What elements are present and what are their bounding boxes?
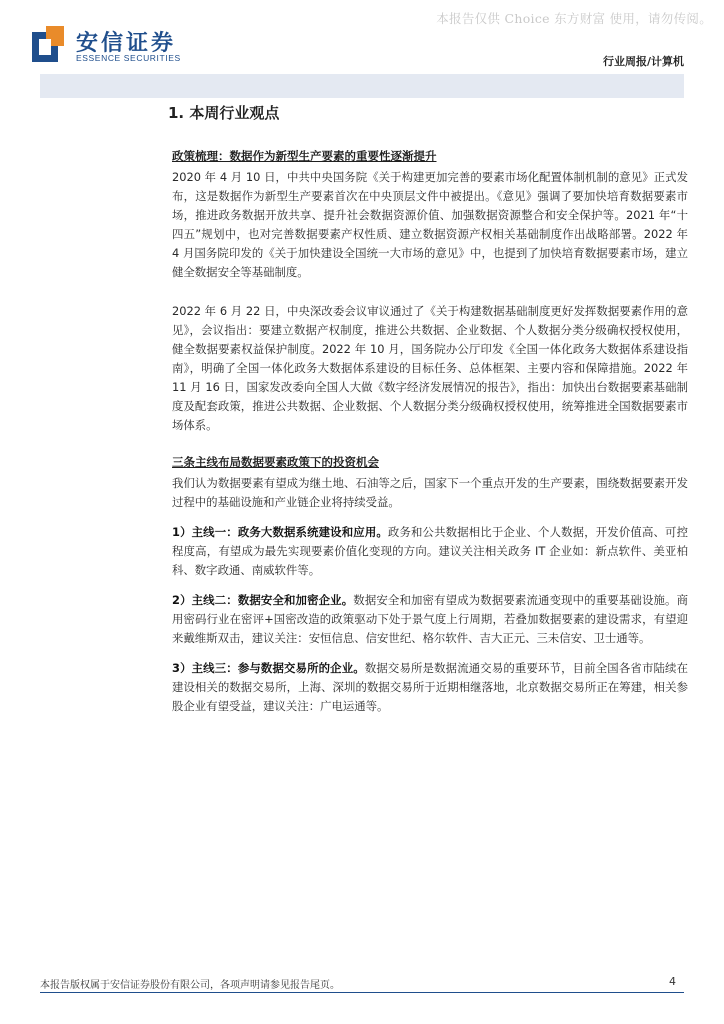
logo-mark-icon [32,26,64,64]
logo-company-name-en: ESSENCE SECURITIES [76,53,181,63]
report-category: 行业周报/计算机 [602,55,684,68]
investment-heading: 三条主线布局数据要素政策下的投资机会 [172,455,379,469]
paragraph-1: 2020 年 4 月 10 日，中共中央国务院《关于构建更加完善的要素市场化配置体制机制的意见》正式发布，这是数据作为新型生产要素首次在中央顶层文件中被提出。《意见》强调了要加快培育数据要素市场，推进政务数据开放共享、提升社会数据资源价值、加强数据资源整合和安全保护等。2021 年“十四五”规划中，也对完善数据要素产权性质、建立数据资源产权相关基础制度作出战略部署。2022 年 4 月国务院印发的《关于加快建设全国统一大市场的意见》中，也提到了加快培育数据要素市场，建立健全数据安全等基础制度。 [172,170,688,279]
header-band [40,74,684,98]
main-line-2 [172,591,688,648]
section-title: 1. 本周行业观点 [168,104,280,122]
main-line-2-title: 2）主线二：数据安全和加密企业。 [172,593,354,607]
main-line-3-text: 数据交易所是数据流通交易的重要环节，目前全国各省市陆续在建设相关的数据交易所，上海、深圳的数据交易所于近期相继落地，北京数据交易所正在筹建，相关参股企业有望受益，建议关注：广电运通等。 [172,661,688,713]
page-number: 4 [669,975,676,988]
policy-heading: 政策梳理：数据作为新型生产要素的重要性逐渐提升 [172,149,437,163]
company-logo [32,26,192,66]
main-line-3-title: 3）主线三：参与数据交易所的企业。 [172,661,365,675]
footer-divider [40,992,684,993]
paragraph-3: 我们认为数据要素有望成为继土地、石油等之后，国家下一个重点开发的生产要素，围绕数据要素开发过程中的基础设施和产业链企业将持续受益。 [172,476,688,509]
footer-disclaimer: 本报告版权属于安信证券股份有限公司，各项声明请参见报告尾页。 [40,980,340,991]
main-line-2-text: 数据安全和加密有望成为数据要素流通变现中的重要基础设施。商用密码行业在密评+国密改造的政策驱动下处于景气度上行周期，若叠加数据要素的建设需求，有望迎来戴维斯双击，建议关注：安恒信息、信安世纪、格尔软件、吉大正元、三未信安、卫士通等。 [172,593,688,645]
main-content [168,101,688,716]
watermark-text: 本报告仅供 Choice 东方财富 使用，请勿传阅。 [436,11,712,26]
main-line-1-text: 政务和公共数据相比于企业、个人数据，开发价值高、可控程度高，有望成为最先实现要素价值化变现的方向。建议关注相关政务 IT 企业如：新点软件、美亚柏科、数字政通、南威软件等。 [172,525,688,577]
main-line-1-title: 1）主线一：政务大数据系统建设和应用。 [172,525,388,539]
main-line-3 [172,659,688,716]
main-line-1 [172,523,688,580]
logo-company-name: 安信证券 [76,31,177,56]
paragraph-2: 2022 年 6 月 22 日，中央深改委会议审议通过了《关于构建数据基础制度更好发挥数据要素作用的意见》，会议指出：要建立数据产权制度，推进公共数据、企业数据、个人数据分类分级确权授权使用，健全数据要素权益保护制度。2022 年 10 月，国务院办公厅印发《全国一体化政务大数据体系建设指南》，明确了全国一体化政务大数据体系建设的目标任务、总体框架、主要内容和保障措施。2022 年 11 月 16 日，国家发改委向全国人大做《数字经济发展情况的报告》，指出：加快出台数据要素基础制度及配套政策，推进公共数据、企业数据、个人数据分类分级确权授权使用，统筹推进全国数据要素市场体系。 [172,304,688,432]
